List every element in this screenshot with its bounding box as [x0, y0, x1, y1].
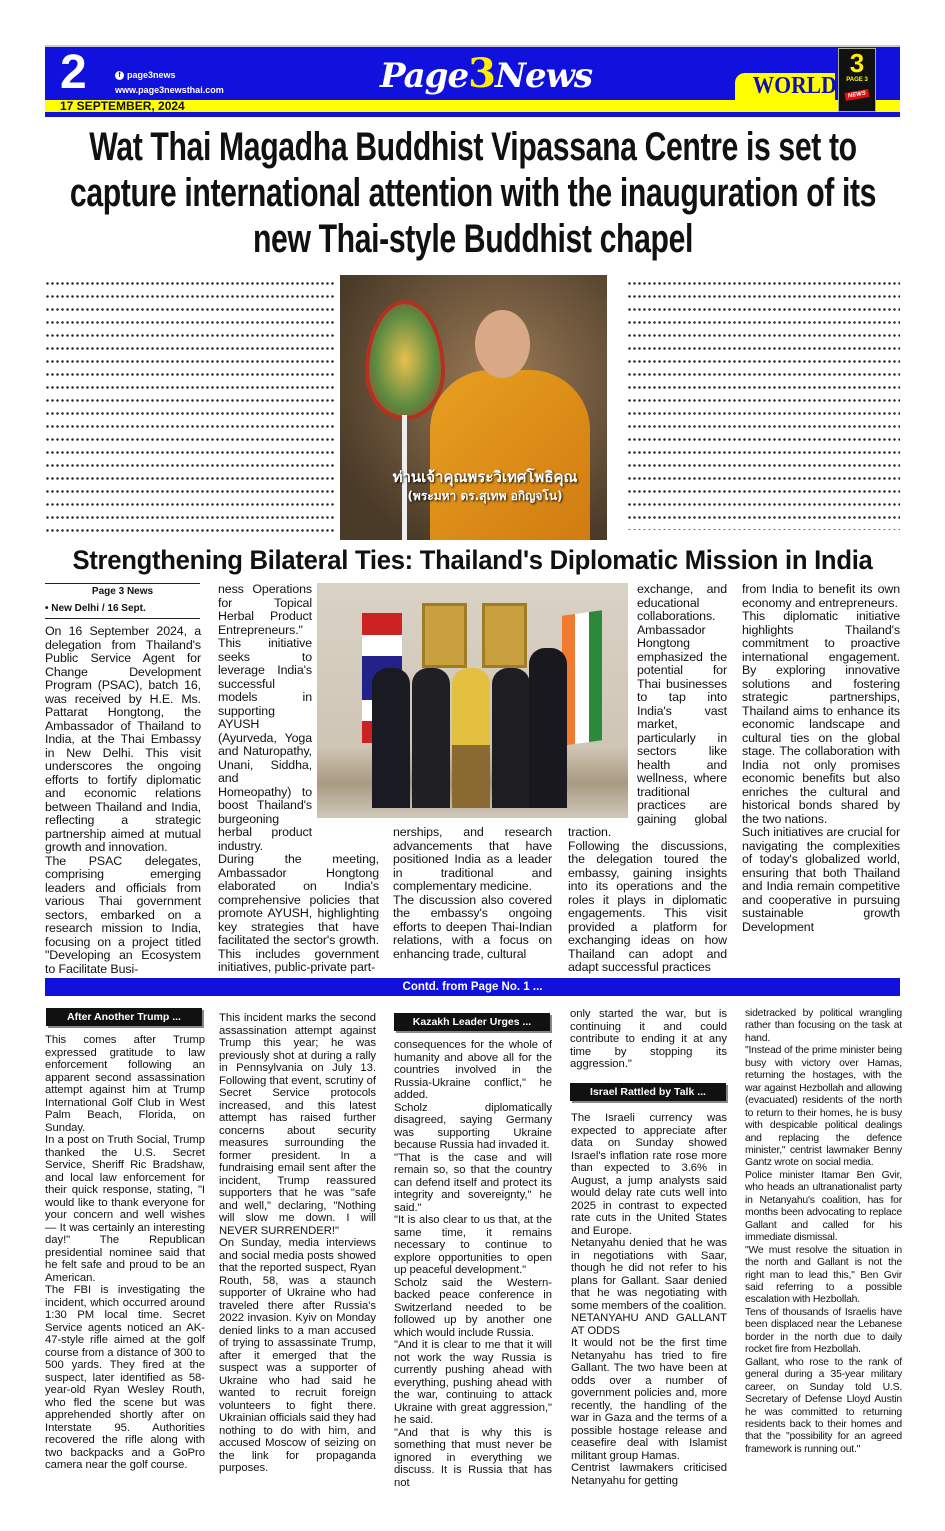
paragraph: sidetracked by political wrangling rather than focusing on the task at hand. — [745, 1008, 902, 1044]
paragraph: "That is the case and will remain so, so that the country can defend itself and protect its integrity and sovereignty," he said." — [394, 1151, 552, 1214]
paragraph: In a post on Truth Social, Trump thanked the U.S. Secret Service, Sheriff Ric Bradshaw, and local law enforcement for their quick response, stating, "I would like to thank everyone for your concern and well wishes — It was certainly an interesting day!" The Republican presidential nominee said that he felt safe and proud to be an American. — [45, 1134, 205, 1284]
paragraph: Gallant, who rose to the rank of general during a 35-year military career, on Sunday told U.S. Secretary of Defense Lloyd Austin he was committed to returning residents back to their homes and that the "possibility for an agreed framework is running out." — [745, 1356, 902, 1455]
israel-column-2 — [745, 1008, 902, 1456]
facebook-icon: f — [115, 71, 124, 80]
trump-column-2 — [219, 1012, 376, 1475]
paragraph: Netanyahu denied that he was in negotiations with Saar, though he did not refer to his plans for Gallant. Saar denied that he was negotiating with some members of the coalition. — [571, 1237, 727, 1312]
photo-wrap-spacer — [568, 583, 637, 821]
brand-badge — [838, 48, 876, 112]
paragraph: "And that is why this is something that must never be ignored in everything we discuss. It is Russia that has not — [394, 1426, 552, 1489]
logo-text-right: News — [494, 56, 593, 96]
story-column-3 — [393, 826, 552, 961]
photo-wrap-spacer — [312, 583, 379, 835]
paragraph: During the meeting, Ambassador Hongtong elaborated on India's comprehensive policies that promote AYUSH, highlighting key strategies that have facilitated the sector's growth. This includes government initiatives, public-private part- — [218, 852, 379, 974]
person — [529, 648, 567, 808]
paragraph: "It is also clear to us that, at the same time, it remains necessary to continue to explore opportunities to open up peaceful development." — [394, 1214, 552, 1276]
kazakh-column-2 — [570, 1008, 727, 1071]
paragraph: On 16 September 2024, a delegation from Thailand's Public Service Agent for Change Development Program (PSAC), batch 16, was received by H.E. Ms. Pattarat Hongtong, the Ambassador of Thailand to India, at the Thai Embassy in New Delhi. This visit underscores the ongoing efforts to fortify diplomatic and economic relations between Thailand and India, reflecting a strategic partnership aimed at mutual growth and innovation. — [45, 624, 201, 854]
story-column-5 — [742, 583, 900, 934]
story-column-1 — [45, 625, 201, 976]
paragraph: On Sunday, media interviews and social media posts showed that the reported suspect, Ryan Routh, 58, was a staunch supporter of Ukraine who had traveled there after Russia's 2022 invasion. Kyiv on Monday denied links to a man accused of trying to assassinate Trump, after it emerged that the suspect was a supporter of Ukraine who had said he wanted to recruit foreign volunteers to fight there. Ukrainian officials said they had nothing to do with him, and accused Moscow of seizing on the link for propaganda purposes. — [219, 1237, 377, 1474]
website-link[interactable]: www.page3newsthai.com — [115, 85, 224, 95]
paragraph: only started the war, but is continuing it and could contribute to ending it at any time by stopping its aggression." — [570, 1008, 727, 1070]
paragraph: This comes after Trump expressed gratitude to law enforcement following an apparent second assassination attempt against him at Trump International Golf Club in West Palm Beach, Florida, on Sunday. — [45, 1034, 205, 1134]
story-column-4 — [568, 583, 727, 975]
monk-head — [475, 310, 530, 378]
subheading: NETANYAHU AND GALLANT AT ODDS — [571, 1312, 727, 1337]
issue-date: 17 SEPTEMBER, 2024 — [60, 99, 185, 113]
portrait-queen — [482, 603, 527, 668]
kicker-trump: After Another Trump ... — [46, 1008, 202, 1026]
paragraph: Scholz said the Western-backed peace conference in Switzerland needed to be followed up by another one which would include Russia. — [394, 1276, 552, 1339]
badge-page: PAGE 3 — [846, 77, 868, 83]
israel-column-1 — [571, 1112, 727, 1487]
lead-headline: Wat Thai Magadha Buddhist Vipassana Centre is set to capture international attention with the inauguration of its new Thai-style Buddhist chapel — [69, 125, 877, 261]
paragraph: consequences for the whole of humanity and above all for the countries involved in the Russia-Ukraine conflict," he added. — [394, 1039, 552, 1101]
story-column-2 — [218, 583, 379, 975]
person — [492, 668, 530, 808]
paragraph: Centrist lawmakers criticised Netanyahu for getting — [571, 1462, 727, 1487]
illegible-text-column-right — [627, 275, 900, 530]
newspaper-logo — [380, 50, 592, 97]
paragraph: Tens of thousands of Israelis have been displaced near the Lebanese border in the north due to daily rocket fire from Hezbollah. — [745, 1306, 902, 1356]
page-number: 2 — [60, 46, 87, 99]
kicker-kazakh: Kazakh Leader Urges ... — [394, 1013, 550, 1031]
facebook-handle: page3news — [127, 70, 176, 80]
illegible-text-column-left — [45, 275, 335, 535]
paragraph: "And it is clear to me that it will not work the way Russia is currently pushing ahead with everything, pushing ahead with the war, continuing to attack Ukraine with great aggression," he said. — [394, 1339, 552, 1426]
paragraph: ness Operations for Topical Herbal Product Entrepreneurs." This initiative seeks to leverage India's successful models in supporting AYUSH (Ayurveda, Yoga and Naturopathy, Unani, Siddha, and Homeopathy) to boost Thailand's burgeoning herbal product industry. — [218, 582, 312, 853]
photo-caption-thai: ท่านเจ้าคุณพระวิเทศโพธิคุณ — [392, 468, 578, 486]
person — [412, 668, 450, 808]
logo-text-left: Page — [380, 56, 469, 96]
paragraph: Scholz diplomatically disagreed, saying Germany was supporting Ukraine because Russia had invaded it. — [394, 1101, 552, 1151]
paragraph: from India to benefit its own economy and entrepreneurs. — [742, 582, 900, 610]
paragraph: The discussion also covered the embassy's ongoing efforts to deepen Thai-Indian relations, with a focus on enhancing trade, cultural — [393, 892, 552, 961]
byline — [45, 583, 200, 619]
paragraph: The FBI is investigating the incident, which occurred around 1:30 PM local time. Secret Service agents noticed an AK-47-style rifle aimed at the golf course from a distance of 300 to 500 yards. They fired at the suspect, later identified as 58-year-old Ryan Wesley Routh, who fled the scene but was apprehended shortly after on Interstate 95. Authorities recovered the rifle along with two backpacks and a GoPro camera near the golf course. — [45, 1284, 205, 1471]
paragraph: nerships, and research advancements that have positioned India as a leader in traditional and complementary medicine. — [393, 825, 552, 893]
paragraph: This incident marks the second assassination attempt against Trump this year; he was previously shot at during a rally in Pennsylvania on July 13. Following that event, scrutiny of Secret Service protocols increased, and this latest attempt has raised further concerns about security measures surrounding the former president. In a fundraising email sent after the incident, Trump reassured supporters that he was "safe and well," declaring, "Nothing will slow me down. I will NEVER SURRENDER!" — [219, 1012, 376, 1237]
logo-number: 3 — [468, 50, 495, 97]
photo-caption-thai-sub: (พระมหา ดร.สุเทพ อกิญจโน) — [407, 489, 563, 503]
badge-news: NEWS — [844, 89, 869, 101]
trump-column-1 — [45, 1034, 205, 1472]
paragraph: Following the discussions, the delegation toured the embassy, gaining insights into its operations and the roles it plays in diplomatic engagements. This visit provided a platform for exchanging ideas on how Thailand can adopt and adapt successful practices — [568, 838, 727, 974]
portrait-king — [422, 603, 467, 668]
facebook-link[interactable] — [115, 70, 176, 80]
paragraph: Such initiatives are crucial for navigating the complexities of today's globalized world, ensuring that both Thailand and India remain competitive and cooperative in pursuing sustainable growth Development — [742, 825, 900, 934]
kazakh-column-1 — [394, 1039, 552, 1489]
dateline: • New Delhi / 16 Sept. — [45, 603, 146, 614]
monk-photo — [340, 275, 607, 540]
badge-number: 3 — [849, 48, 865, 78]
ornament-fan — [365, 300, 445, 420]
monk-robe — [430, 370, 590, 540]
section-label: WORLD — [752, 73, 837, 99]
paragraph: The Israeli currency was expected to appreciate after data on Sunday showed Israel's inflation rate rose more than expected to 3.6% in August, a jump analysts said would delay rate cuts well into 2025 in contrast to expected rate cuts in the United States and Europe. — [571, 1112, 727, 1237]
paragraph: "We must resolve the situation in the north and Gallant is not the right man to lead this," Ben Gvir said referring to a possible escalation with Hezbollah. — [745, 1244, 902, 1306]
paragraph: "Instead of the prime minister being busy with victory over Hamas, returning the hostages, with the war against Hezbollah and allowing (evacuated) residents of the north to return to their homes, he is busy with despicable political dealings and replacing the defence minister," centrist lawmaker Benny Gantz wrote on social media. — [745, 1045, 902, 1169]
continued-banner: Contd. from Page No. 1 ... — [45, 978, 900, 996]
story-headline: Strengthening Bilateral Ties: Thailand's Diplomatic Mission in India — [72, 545, 873, 575]
byline-source: Page 3 News — [91, 586, 154, 597]
paragraph: Police minister Itamar Ben Gvir, who heads an ultranationalist party in Netanyahu's coalition, has for months been advocating to replace Gallant and called for his immediate dismissal. — [745, 1169, 902, 1244]
person — [452, 668, 490, 808]
paragraph: It would not be the first time Netanyahu has tried to fire Gallant. The two have been at odds over a number of government policies and, more recently, the handling of the war in Gaza and the terms of a possible hostage release and ceasefire deal with Islamist militant group Hamas. — [571, 1337, 727, 1462]
paragraph: The PSAC delegates, comprising emerging leaders and officials from various Thai government sectors, embarked on a research mission to India, focusing on a project titled "Developing an Ecosystem to Facilitate Busi- — [45, 853, 201, 976]
kicker-israel: Israel Rattled by Talk ... — [570, 1083, 726, 1101]
paragraph: exchange, and educational collaborations. Ambassador Hongtong emphasized the potential for Thai businesses to tap into India's vast market, particularly in sectors like health and wellness, where traditional practices are gaining global traction. — [568, 582, 727, 839]
paragraph: This diplomatic initiative highlights Thailand's commitment to proactive international engagement. By exploring innovative solutions and fostering strategic partnerships, Thailand aims to enhance its economic landscape and cultural ties on the global stage. The collaboration with India not only promises economic benefits but also enriches the cultural and historical bonds shared by the two nations. — [742, 609, 900, 826]
